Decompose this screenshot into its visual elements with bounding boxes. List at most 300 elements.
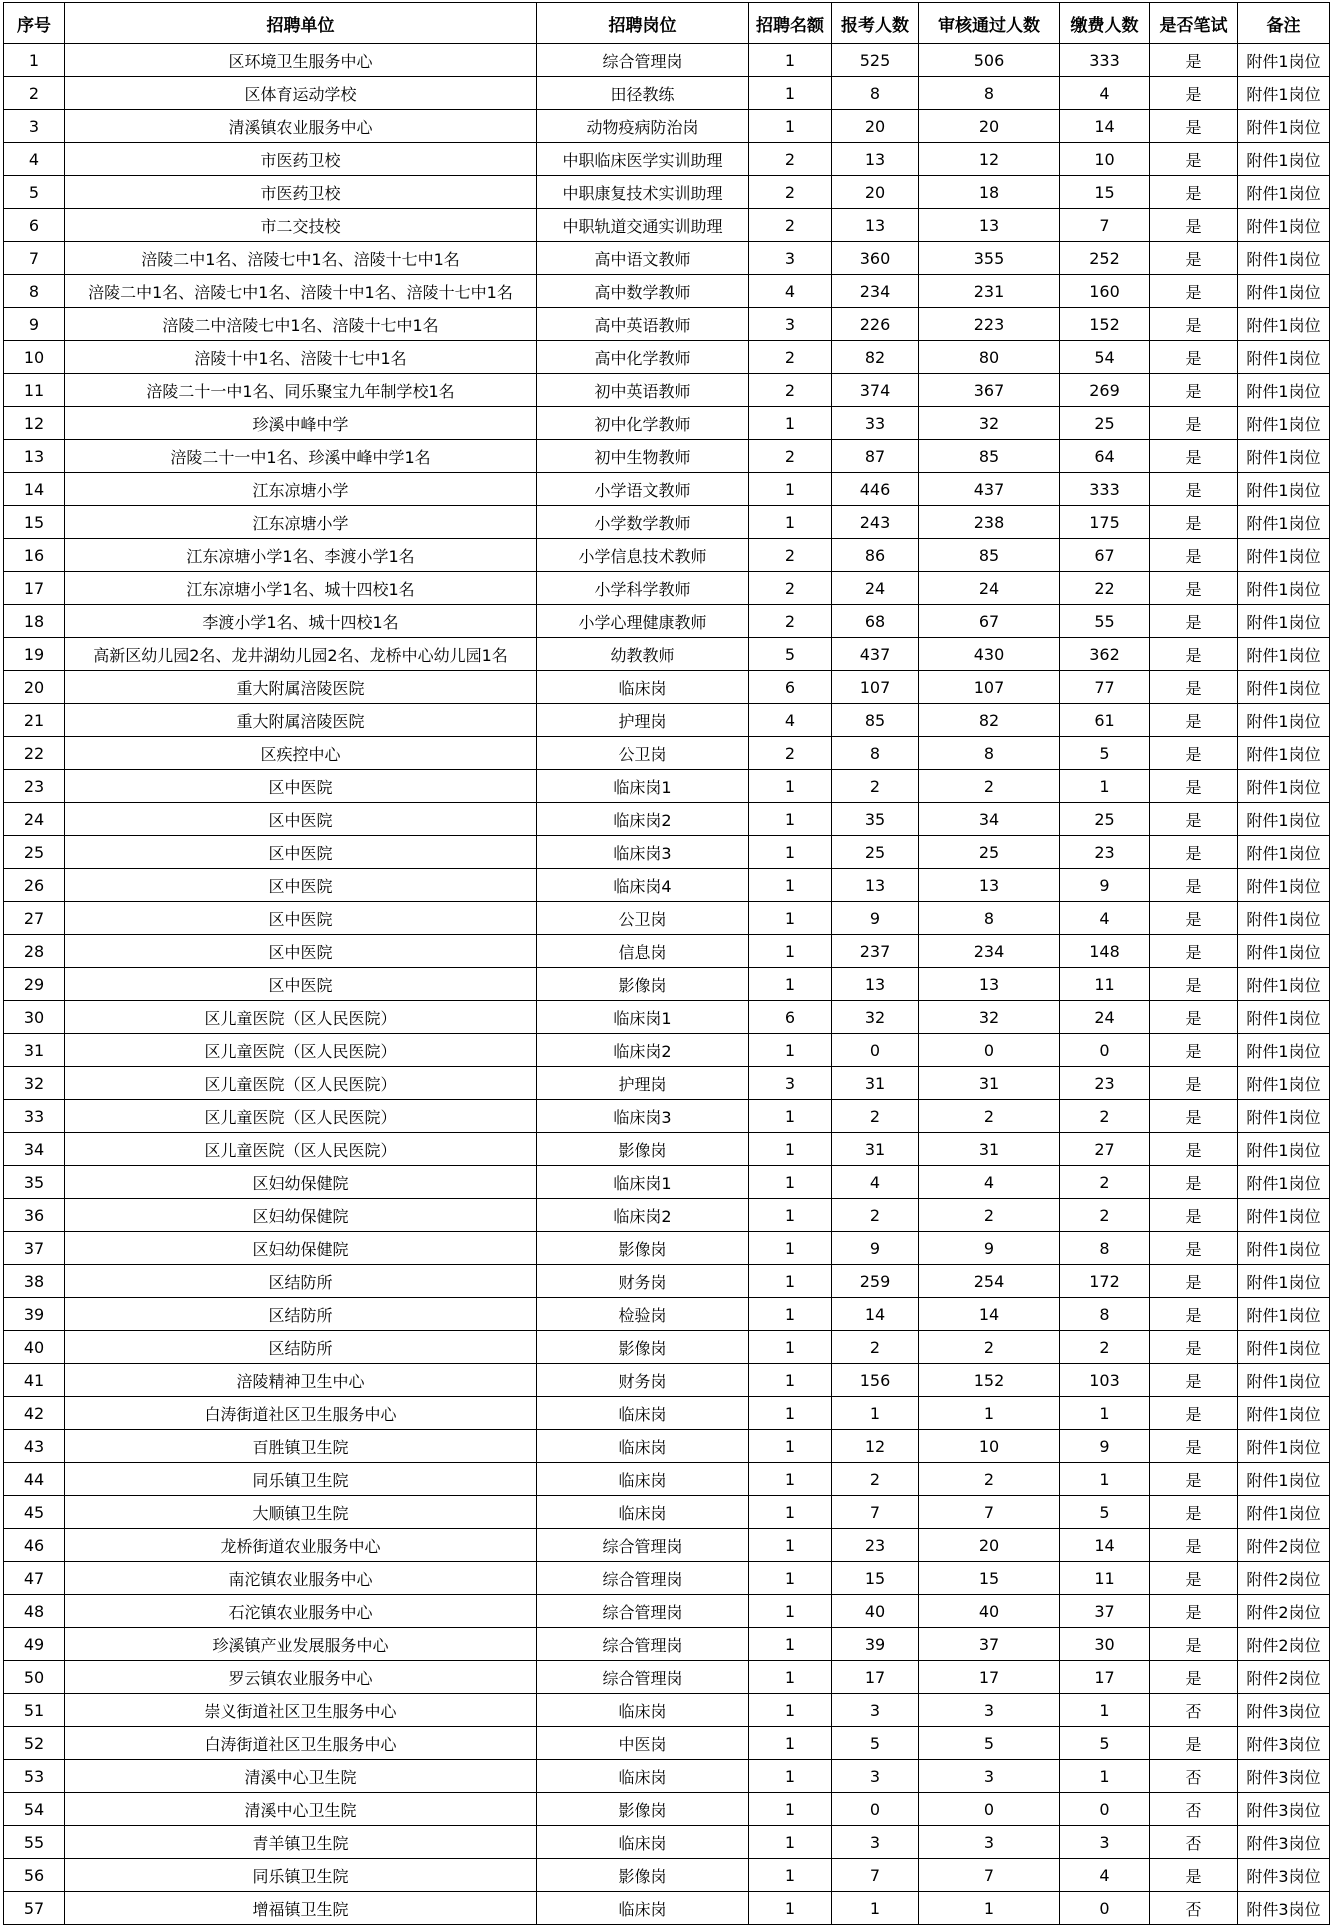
cell-remarks: 附件1岗位: [1238, 374, 1330, 407]
cell-written-exam: 是: [1150, 1529, 1238, 1562]
cell-unit: 区儿童医院（区人民医院）: [65, 1067, 537, 1100]
cell-written-exam: 是: [1150, 902, 1238, 935]
cell-applicants: 446: [832, 473, 919, 506]
cell-approved: 0: [919, 1793, 1060, 1826]
cell-position: 检验岗: [537, 1298, 749, 1331]
header-paid: 缴费人数: [1060, 3, 1150, 44]
table-row: [4, 1529, 1330, 1562]
cell-written-exam: 是: [1150, 1133, 1238, 1166]
cell-remarks: 附件1岗位: [1238, 836, 1330, 869]
cell-remarks: 附件1岗位: [1238, 308, 1330, 341]
cell-index: 47: [4, 1562, 65, 1595]
table-row: [4, 770, 1330, 803]
cell-written-exam: 是: [1150, 1100, 1238, 1133]
cell-quota: 1: [749, 1397, 832, 1430]
cell-paid: 1: [1060, 770, 1150, 803]
cell-remarks: 附件2岗位: [1238, 1628, 1330, 1661]
cell-quota: 1: [749, 1034, 832, 1067]
cell-paid: 3: [1060, 1826, 1150, 1859]
table-row: [4, 44, 1330, 77]
cell-applicants: 32: [832, 1001, 919, 1034]
cell-position: 高中英语教师: [537, 308, 749, 341]
cell-approved: 5: [919, 1727, 1060, 1760]
cell-applicants: 13: [832, 209, 919, 242]
cell-quota: 1: [749, 1496, 832, 1529]
cell-index: 23: [4, 770, 65, 803]
cell-approved: 37: [919, 1628, 1060, 1661]
cell-written-exam: 是: [1150, 968, 1238, 1001]
table-row: [4, 1133, 1330, 1166]
cell-applicants: 24: [832, 572, 919, 605]
cell-quota: 1: [749, 935, 832, 968]
table-row: [4, 572, 1330, 605]
cell-unit: 市医药卫校: [65, 176, 537, 209]
cell-index: 31: [4, 1034, 65, 1067]
header-row: [4, 3, 1330, 44]
table-row: [4, 1859, 1330, 1892]
cell-quota: 1: [749, 803, 832, 836]
cell-remarks: 附件1岗位: [1238, 1463, 1330, 1496]
cell-written-exam: 是: [1150, 1232, 1238, 1265]
cell-unit: 区中医院: [65, 869, 537, 902]
cell-applicants: 12: [832, 1430, 919, 1463]
table-row: [4, 1826, 1330, 1859]
cell-paid: 8: [1060, 1232, 1150, 1265]
cell-applicants: 2: [832, 1100, 919, 1133]
recruitment-table-container: [3, 2, 1329, 1925]
cell-paid: 175: [1060, 506, 1150, 539]
cell-applicants: 5: [832, 1727, 919, 1760]
cell-index: 21: [4, 704, 65, 737]
cell-paid: 22: [1060, 572, 1150, 605]
cell-written-exam: 是: [1150, 1859, 1238, 1892]
cell-written-exam: 是: [1150, 869, 1238, 902]
cell-approved: 13: [919, 968, 1060, 1001]
cell-unit: 区儿童医院（区人民医院）: [65, 1001, 537, 1034]
cell-unit: 区中医院: [65, 803, 537, 836]
cell-position: 临床岗: [537, 1397, 749, 1430]
cell-written-exam: 是: [1150, 836, 1238, 869]
cell-approved: 31: [919, 1133, 1060, 1166]
cell-position: 小学语文教师: [537, 473, 749, 506]
cell-remarks: 附件1岗位: [1238, 1133, 1330, 1166]
cell-approved: 506: [919, 44, 1060, 77]
cell-written-exam: 是: [1150, 605, 1238, 638]
cell-position: 临床岗1: [537, 1001, 749, 1034]
cell-quota: 5: [749, 638, 832, 671]
cell-applicants: 2: [832, 1463, 919, 1496]
cell-remarks: 附件1岗位: [1238, 209, 1330, 242]
cell-index: 37: [4, 1232, 65, 1265]
cell-paid: 269: [1060, 374, 1150, 407]
cell-position: 中职临床医学实训助理: [537, 143, 749, 176]
cell-approved: 2: [919, 1100, 1060, 1133]
cell-position: 临床岗1: [537, 770, 749, 803]
cell-quota: 1: [749, 1133, 832, 1166]
cell-applicants: 2: [832, 1331, 919, 1364]
cell-index: 22: [4, 737, 65, 770]
cell-unit: 涪陵二中1名、涪陵七中1名、涪陵十七中1名: [65, 242, 537, 275]
cell-index: 30: [4, 1001, 65, 1034]
cell-applicants: 437: [832, 638, 919, 671]
cell-unit: 白涛街道社区卫生服务中心: [65, 1397, 537, 1430]
cell-position: 影像岗: [537, 1133, 749, 1166]
cell-index: 32: [4, 1067, 65, 1100]
table-row: [4, 671, 1330, 704]
cell-remarks: 附件1岗位: [1238, 1496, 1330, 1529]
cell-paid: 30: [1060, 1628, 1150, 1661]
cell-position: 财务岗: [537, 1265, 749, 1298]
cell-approved: 430: [919, 638, 1060, 671]
cell-quota: 2: [749, 605, 832, 638]
cell-index: 39: [4, 1298, 65, 1331]
cell-index: 55: [4, 1826, 65, 1859]
table-row: [4, 638, 1330, 671]
cell-paid: 333: [1060, 473, 1150, 506]
cell-applicants: 237: [832, 935, 919, 968]
cell-index: 24: [4, 803, 65, 836]
cell-written-exam: 是: [1150, 1562, 1238, 1595]
cell-index: 40: [4, 1331, 65, 1364]
cell-approved: 67: [919, 605, 1060, 638]
cell-quota: 1: [749, 1760, 832, 1793]
cell-unit: 区体育运动学校: [65, 77, 537, 110]
cell-unit: 区中医院: [65, 770, 537, 803]
cell-written-exam: 是: [1150, 770, 1238, 803]
table-row: [4, 1100, 1330, 1133]
cell-paid: 5: [1060, 1496, 1150, 1529]
cell-written-exam: 是: [1150, 440, 1238, 473]
cell-quota: 3: [749, 242, 832, 275]
cell-applicants: 374: [832, 374, 919, 407]
cell-paid: 25: [1060, 407, 1150, 440]
cell-quota: 1: [749, 1628, 832, 1661]
cell-quota: 1: [749, 110, 832, 143]
cell-quota: 1: [749, 77, 832, 110]
cell-quota: 4: [749, 275, 832, 308]
cell-applicants: 85: [832, 704, 919, 737]
table-row: [4, 110, 1330, 143]
table-row: [4, 440, 1330, 473]
cell-approved: 85: [919, 539, 1060, 572]
cell-quota: 1: [749, 770, 832, 803]
cell-index: 17: [4, 572, 65, 605]
cell-unit: 江东凉塘小学1名、李渡小学1名: [65, 539, 537, 572]
cell-written-exam: 是: [1150, 935, 1238, 968]
cell-paid: 172: [1060, 1265, 1150, 1298]
cell-remarks: 附件1岗位: [1238, 737, 1330, 770]
cell-quota: 3: [749, 308, 832, 341]
cell-unit: 白涛街道社区卫生服务中心: [65, 1727, 537, 1760]
table-row: [4, 539, 1330, 572]
cell-position: 临床岗: [537, 1892, 749, 1925]
cell-quota: 2: [749, 374, 832, 407]
table-row: [4, 1628, 1330, 1661]
cell-position: 综合管理岗: [537, 1529, 749, 1562]
table-row: [4, 1199, 1330, 1232]
table-row: [4, 308, 1330, 341]
cell-paid: 14: [1060, 110, 1150, 143]
cell-written-exam: 是: [1150, 1397, 1238, 1430]
cell-paid: 55: [1060, 605, 1150, 638]
cell-approved: 18: [919, 176, 1060, 209]
cell-index: 44: [4, 1463, 65, 1496]
cell-applicants: 25: [832, 836, 919, 869]
cell-remarks: 附件3岗位: [1238, 1892, 1330, 1925]
table-row: [4, 1001, 1330, 1034]
cell-applicants: 86: [832, 539, 919, 572]
cell-remarks: 附件1岗位: [1238, 1364, 1330, 1397]
cell-applicants: 8: [832, 737, 919, 770]
cell-written-exam: 是: [1150, 1199, 1238, 1232]
cell-remarks: 附件1岗位: [1238, 506, 1330, 539]
cell-applicants: 31: [832, 1067, 919, 1100]
cell-unit: 重大附属涪陵医院: [65, 671, 537, 704]
cell-unit: 区中医院: [65, 968, 537, 1001]
cell-index: 9: [4, 308, 65, 341]
cell-applicants: 33: [832, 407, 919, 440]
cell-remarks: 附件1岗位: [1238, 440, 1330, 473]
cell-index: 46: [4, 1529, 65, 1562]
cell-position: 临床岗2: [537, 1034, 749, 1067]
cell-index: 14: [4, 473, 65, 506]
recruitment-statistics-table: [3, 2, 1330, 1925]
cell-paid: 1: [1060, 1694, 1150, 1727]
cell-position: 护理岗: [537, 704, 749, 737]
cell-quota: 1: [749, 506, 832, 539]
table-row: [4, 1067, 1330, 1100]
cell-unit: 区中医院: [65, 935, 537, 968]
cell-unit: 罗云镇农业服务中心: [65, 1661, 537, 1694]
cell-paid: 23: [1060, 1067, 1150, 1100]
cell-index: 15: [4, 506, 65, 539]
table-row: [4, 1496, 1330, 1529]
cell-unit: 区儿童医院（区人民医院）: [65, 1034, 537, 1067]
cell-approved: 32: [919, 407, 1060, 440]
cell-paid: 10: [1060, 143, 1150, 176]
cell-index: 16: [4, 539, 65, 572]
cell-position: 综合管理岗: [537, 1628, 749, 1661]
cell-position: 影像岗: [537, 1232, 749, 1265]
cell-remarks: 附件1岗位: [1238, 242, 1330, 275]
cell-unit: 区儿童医院（区人民医院）: [65, 1133, 537, 1166]
cell-remarks: 附件1岗位: [1238, 1265, 1330, 1298]
cell-unit: 大顺镇卫生院: [65, 1496, 537, 1529]
cell-paid: 0: [1060, 1892, 1150, 1925]
cell-paid: 61: [1060, 704, 1150, 737]
cell-approved: 4: [919, 1166, 1060, 1199]
cell-quota: 1: [749, 968, 832, 1001]
cell-approved: 31: [919, 1067, 1060, 1100]
table-row: [4, 506, 1330, 539]
cell-index: 1: [4, 44, 65, 77]
table-row: [4, 341, 1330, 374]
cell-index: 38: [4, 1265, 65, 1298]
cell-index: 5: [4, 176, 65, 209]
cell-remarks: 附件3岗位: [1238, 1859, 1330, 1892]
cell-quota: 2: [749, 572, 832, 605]
cell-approved: 24: [919, 572, 1060, 605]
cell-remarks: 附件1岗位: [1238, 341, 1330, 374]
cell-remarks: 附件1岗位: [1238, 176, 1330, 209]
cell-approved: 32: [919, 1001, 1060, 1034]
cell-position: 动物疫病防治岗: [537, 110, 749, 143]
cell-written-exam: 是: [1150, 242, 1238, 275]
cell-paid: 152: [1060, 308, 1150, 341]
cell-position: 田径教练: [537, 77, 749, 110]
cell-approved: 82: [919, 704, 1060, 737]
cell-remarks: 附件2岗位: [1238, 1562, 1330, 1595]
cell-index: 25: [4, 836, 65, 869]
cell-index: 2: [4, 77, 65, 110]
table-row: [4, 605, 1330, 638]
cell-quota: 2: [749, 341, 832, 374]
cell-approved: 85: [919, 440, 1060, 473]
cell-approved: 9: [919, 1232, 1060, 1265]
cell-unit: 区结防所: [65, 1331, 537, 1364]
cell-quota: 2: [749, 176, 832, 209]
cell-quota: 1: [749, 1166, 832, 1199]
cell-quota: 1: [749, 473, 832, 506]
cell-remarks: 附件1岗位: [1238, 473, 1330, 506]
cell-written-exam: 否: [1150, 1793, 1238, 1826]
cell-position: 小学心理健康教师: [537, 605, 749, 638]
cell-unit: 涪陵二十一中1名、珍溪中峰中学1名: [65, 440, 537, 473]
table-row: [4, 209, 1330, 242]
cell-written-exam: 是: [1150, 473, 1238, 506]
cell-written-exam: 是: [1150, 506, 1238, 539]
cell-written-exam: 是: [1150, 176, 1238, 209]
cell-applicants: 0: [832, 1793, 919, 1826]
cell-paid: 2: [1060, 1331, 1150, 1364]
cell-index: 41: [4, 1364, 65, 1397]
cell-applicants: 1: [832, 1397, 919, 1430]
table-row: [4, 935, 1330, 968]
cell-approved: 13: [919, 869, 1060, 902]
cell-remarks: 附件1岗位: [1238, 1199, 1330, 1232]
cell-remarks: 附件3岗位: [1238, 1694, 1330, 1727]
cell-index: 7: [4, 242, 65, 275]
cell-index: 19: [4, 638, 65, 671]
cell-remarks: 附件1岗位: [1238, 44, 1330, 77]
cell-applicants: 156: [832, 1364, 919, 1397]
cell-position: 临床岗: [537, 1463, 749, 1496]
cell-remarks: 附件1岗位: [1238, 110, 1330, 143]
cell-unit: 清溪镇农业服务中心: [65, 110, 537, 143]
cell-position: 影像岗: [537, 1793, 749, 1826]
cell-remarks: 附件2岗位: [1238, 1595, 1330, 1628]
table-row: [4, 836, 1330, 869]
header-unit: 招聘单位: [65, 3, 537, 44]
header-applicants: 报考人数: [832, 3, 919, 44]
cell-paid: 1: [1060, 1397, 1150, 1430]
cell-approved: 2: [919, 770, 1060, 803]
table-row: [4, 1760, 1330, 1793]
cell-paid: 14: [1060, 1529, 1150, 1562]
cell-quota: 2: [749, 539, 832, 572]
cell-remarks: 附件1岗位: [1238, 1298, 1330, 1331]
cell-approved: 238: [919, 506, 1060, 539]
cell-index: 28: [4, 935, 65, 968]
cell-approved: 8: [919, 737, 1060, 770]
cell-position: 影像岗: [537, 968, 749, 1001]
cell-index: 50: [4, 1661, 65, 1694]
cell-remarks: 附件3岗位: [1238, 1793, 1330, 1826]
cell-quota: 1: [749, 1463, 832, 1496]
cell-unit: 青羊镇卫生院: [65, 1826, 537, 1859]
cell-index: 56: [4, 1859, 65, 1892]
cell-position: 初中英语教师: [537, 374, 749, 407]
cell-index: 36: [4, 1199, 65, 1232]
cell-approved: 80: [919, 341, 1060, 374]
cell-approved: 3: [919, 1826, 1060, 1859]
table-row: [4, 143, 1330, 176]
cell-unit: 石沱镇农业服务中心: [65, 1595, 537, 1628]
table-row: [4, 1727, 1330, 1760]
cell-applicants: 13: [832, 968, 919, 1001]
cell-quota: 2: [749, 737, 832, 770]
cell-paid: 54: [1060, 341, 1150, 374]
cell-quota: 1: [749, 1199, 832, 1232]
cell-written-exam: 否: [1150, 1694, 1238, 1727]
cell-paid: 5: [1060, 737, 1150, 770]
cell-position: 初中化学教师: [537, 407, 749, 440]
cell-unit: 区妇幼保健院: [65, 1232, 537, 1265]
cell-remarks: 附件2岗位: [1238, 1661, 1330, 1694]
cell-applicants: 13: [832, 143, 919, 176]
cell-paid: 4: [1060, 1859, 1150, 1892]
cell-remarks: 附件1岗位: [1238, 1034, 1330, 1067]
cell-quota: 1: [749, 1232, 832, 1265]
cell-remarks: 附件1岗位: [1238, 638, 1330, 671]
cell-position: 公卫岗: [537, 902, 749, 935]
cell-written-exam: 是: [1150, 209, 1238, 242]
cell-quota: 1: [749, 1859, 832, 1892]
cell-quota: 1: [749, 1826, 832, 1859]
cell-applicants: 243: [832, 506, 919, 539]
cell-unit: 珍溪中峰中学: [65, 407, 537, 440]
cell-written-exam: 是: [1150, 1661, 1238, 1694]
cell-index: 51: [4, 1694, 65, 1727]
cell-remarks: 附件1岗位: [1238, 704, 1330, 737]
cell-index: 49: [4, 1628, 65, 1661]
cell-approved: 14: [919, 1298, 1060, 1331]
cell-remarks: 附件1岗位: [1238, 1331, 1330, 1364]
cell-approved: 40: [919, 1595, 1060, 1628]
cell-position: 临床岗: [537, 1760, 749, 1793]
cell-applicants: 15: [832, 1562, 919, 1595]
cell-index: 57: [4, 1892, 65, 1925]
cell-written-exam: 是: [1150, 374, 1238, 407]
cell-remarks: 附件1岗位: [1238, 671, 1330, 704]
table-row: [4, 1298, 1330, 1331]
cell-approved: 254: [919, 1265, 1060, 1298]
cell-paid: 9: [1060, 869, 1150, 902]
cell-written-exam: 否: [1150, 1760, 1238, 1793]
cell-approved: 3: [919, 1760, 1060, 1793]
cell-written-exam: 是: [1150, 539, 1238, 572]
cell-quota: 1: [749, 44, 832, 77]
cell-position: 临床岗2: [537, 1199, 749, 1232]
cell-unit: 江东凉塘小学1名、城十四校1名: [65, 572, 537, 605]
cell-index: 35: [4, 1166, 65, 1199]
cell-applicants: 360: [832, 242, 919, 275]
cell-applicants: 31: [832, 1133, 919, 1166]
cell-written-exam: 是: [1150, 671, 1238, 704]
cell-written-exam: 是: [1150, 143, 1238, 176]
cell-unit: 清溪中心卫生院: [65, 1793, 537, 1826]
cell-remarks: 附件1岗位: [1238, 275, 1330, 308]
